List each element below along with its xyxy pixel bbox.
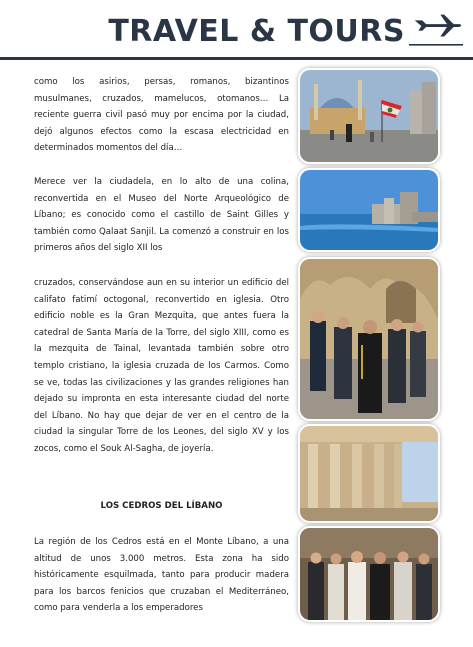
colonnade-photo — [298, 424, 440, 523]
paragraph-text: como los asirios, persas, romanos, bizantinos musulmanes, cruzados, mamelucos, otomanos… La reciente guerra civil pasó muy por encima por la ciudad, dejó algunos efectos como la escasa electricidad en determinados momentos del día… — [34, 77, 289, 154]
page-header — [0, 0, 473, 62]
body-paragraph-3 — [34, 275, 289, 458]
body-paragraph-4 — [34, 534, 289, 617]
section-heading: LOS CEDROS DEL LÍBANO — [100, 501, 223, 511]
sea-castle-photo — [298, 168, 440, 252]
body-paragraph-2 — [34, 174, 289, 257]
group-photo — [298, 526, 440, 622]
airplane-icon — [407, 14, 465, 48]
paragraph-text: cruzados, conservándose aun en su interior un edificio del califato fatimí octogonal, reconvertido en iglesia. Otro edificio noble es la Gran Mezquita, que antes fuera la catedral de Santa María de la Torre, del siglo XIII, como es la mezquita de Tainal, levantada también sobre otro templo cristiano, la iglesia cruzada de los Carmos. Como se ve, todas las civilizaciones y las grandes religiones han dejado su impronta en esta interesante ciudad del norte del Líbano. No hay que dejar de ver en el centro de la ciudad la singular Torre de los Leones, del siglo XV y los zocos, como el Souk Al-Sagha, de joyería. — [34, 278, 289, 454]
body-paragraph-1 — [34, 74, 289, 157]
paragraph-text: Merece ver la ciudadela, en lo alto de una colina, reconvertida en el Museo del Norte Arqueológico de Líbano; es conocido como el castillo de Saint Gilles y también como Qalaat Sanjil. La comenzó a construir en los primeros años del siglo XII los — [34, 177, 289, 254]
paragraph-text: La región de los Cedros está en el Monte Líbano, a una altitud de unos 3.000 metros. Esta zona ha sido históricamente esquilmada, tanto para producir madera para los barcos fenicios que cruzaban el Mediterráneo, como para venderla a los emperadores — [34, 537, 289, 614]
page-title: TRAVEL & TOURS — [108, 14, 405, 49]
procession-photo — [298, 257, 440, 421]
header-rule — [0, 57, 473, 60]
mosque-square-photo — [298, 68, 440, 164]
